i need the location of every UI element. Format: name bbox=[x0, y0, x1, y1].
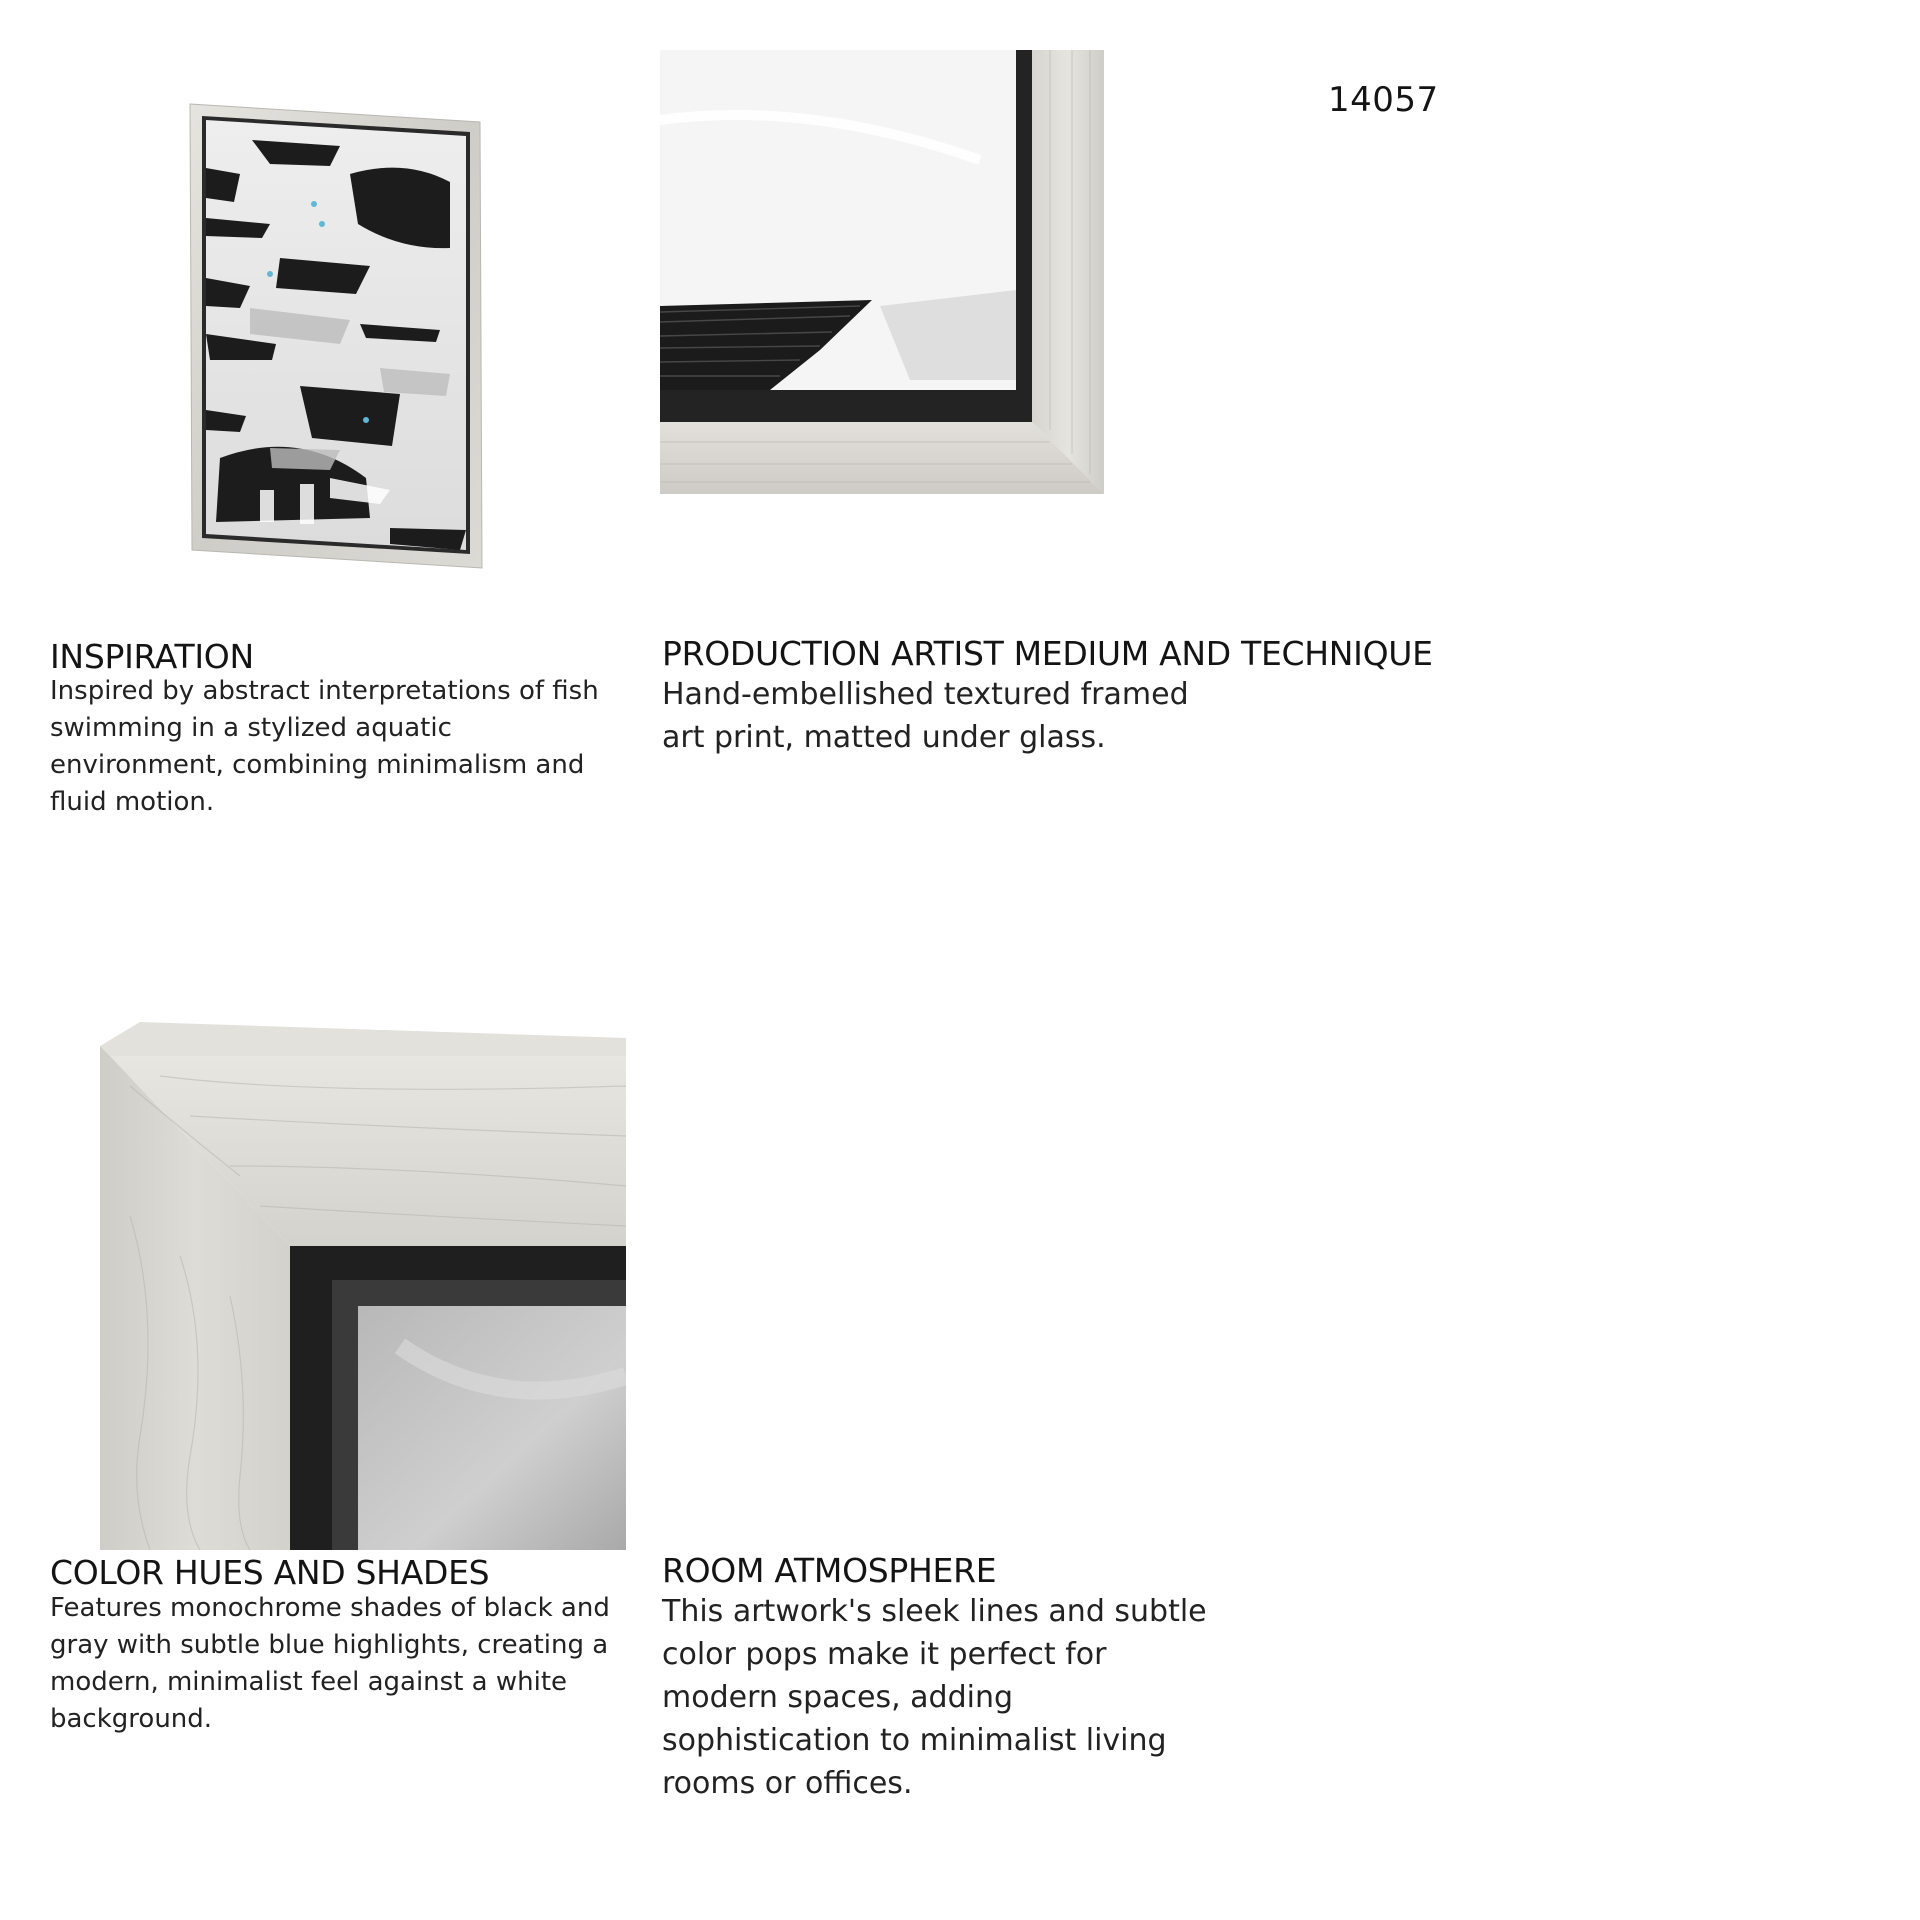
color-text: Features monochrome shades of black and gray with subtle blue highlights, creating a modern, minimalist feel against a white background. bbox=[50, 1593, 610, 1734]
frame-closeup-photo bbox=[100, 1016, 626, 1550]
production-heading: PRODUCTION ARTIST MEDIUM AND TECHNIQUE bbox=[662, 634, 1433, 673]
frame-corner-detail-photo bbox=[660, 50, 1104, 494]
inspiration-text: Inspired by abstract interpretations of fish swimming in a stylized aquatic environment, combining minimalism and fluid motion. bbox=[50, 676, 599, 817]
room-heading: ROOM ATMOSPHERE bbox=[662, 1551, 997, 1590]
product-code: 14057 bbox=[1328, 80, 1439, 120]
production-text: Hand-embellished textured framed art print, matted under glass. bbox=[662, 677, 1189, 755]
color-heading: COLOR HUES AND SHADES bbox=[50, 1553, 490, 1592]
room-text: This artwork's sleek lines and subtle color pops make it perfect for modern spaces, adding sophistication to minimalist living rooms or offices. bbox=[662, 1594, 1207, 1801]
framed-artwork-photo bbox=[180, 98, 486, 580]
inspiration-heading: INSPIRATION bbox=[50, 637, 254, 676]
